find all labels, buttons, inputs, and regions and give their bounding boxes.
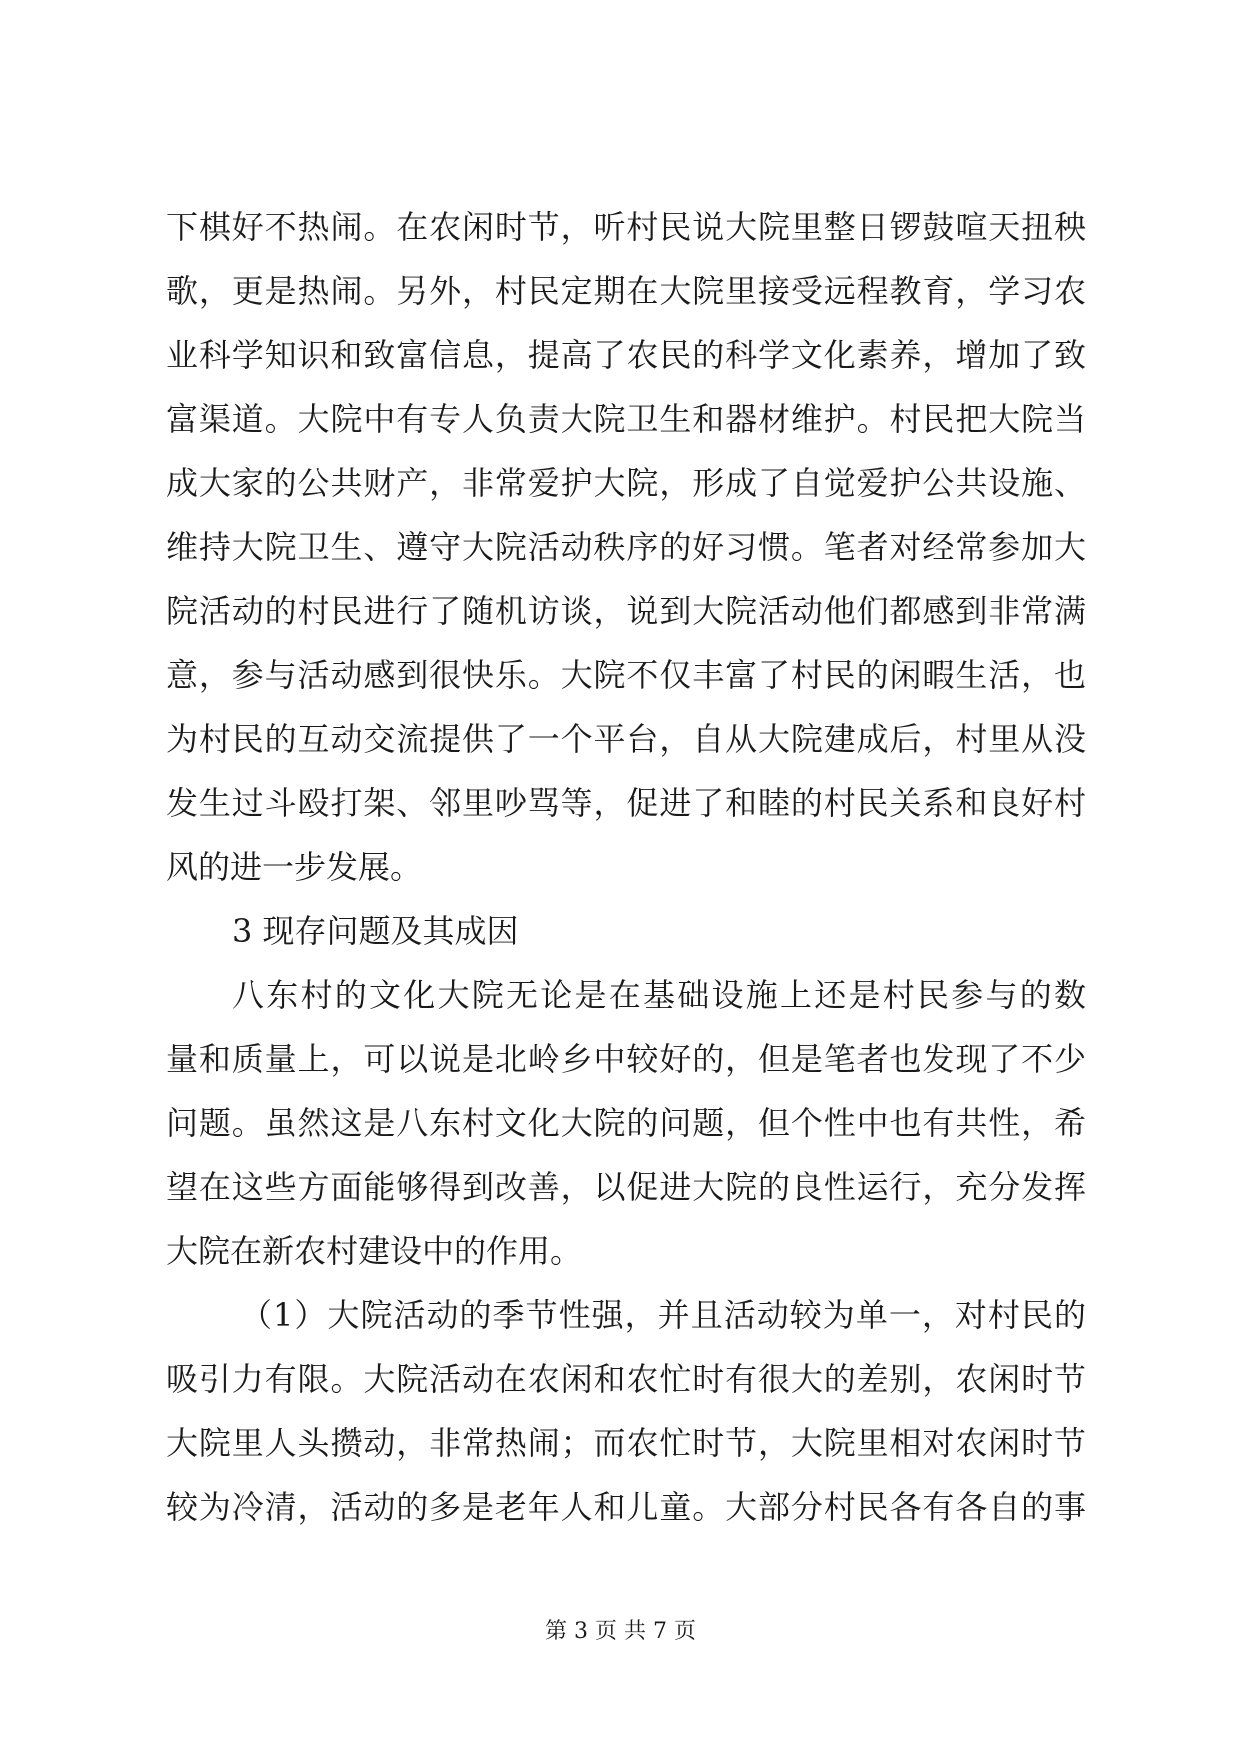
body-text-line: 成大家的公共财产，非常爱护大院，形成了自觉爱护公共设施、 — [166, 464, 1086, 502]
body-text-line: 大院在新农村建设中的作用。 — [166, 1232, 583, 1270]
body-text-line: （1）大院活动的季节性强，并且活动较为单一，对村民的 — [240, 1296, 1086, 1334]
body-text-line: 下棋好不热闹。在农闲时节，听村民说大院里整日锣鼓喧天扭秧 — [166, 208, 1086, 246]
body-text-line: 问题。虽然这是八东村文化大院的问题，但个性中也有共性，希 — [166, 1104, 1086, 1142]
body-text-line: 为村民的互动交流提供了一个平台，自从大院建成后，村里从没 — [166, 720, 1086, 758]
body-text-line: 院活动的村民进行了随机访谈，说到大院活动他们都感到非常满 — [166, 592, 1086, 630]
body-text-line: 大院里人头攒动，非常热闹；而农忙时节，大院里相对农闲时节 — [166, 1424, 1086, 1462]
body-text-line: 意，参与活动感到很快乐。大院不仅丰富了村民的闲暇生活，也 — [166, 656, 1086, 694]
body-text-line: 维持大院卫生、遵守大院活动秩序的好习惯。笔者对经常参加大 — [166, 528, 1086, 566]
body-text-line: 业科学知识和致富信息，提高了农民的科学文化素养，增加了致 — [166, 336, 1086, 374]
body-text-line: 较为冷清，活动的多是老年人和儿童。大部分村民各有各自的事 — [166, 1488, 1086, 1526]
body-text-line: 风的进一步发展。 — [166, 848, 423, 886]
body-text-line: 富渠道。大院中有专人负责大院卫生和器材维护。村民把大院当 — [166, 400, 1086, 438]
body-text-line: 量和质量上，可以说是北岭乡中较好的，但是笔者也发现了不少 — [166, 1040, 1086, 1078]
page-footer: 第 3 页 共 7 页 — [545, 1619, 696, 1644]
body-text-line: 望在这些方面能够得到改善，以促进大院的良性运行，充分发挥 — [166, 1168, 1086, 1206]
section-heading: 3 现存问题及其成因 — [232, 912, 519, 950]
body-text-line: 发生过斗殴打架、邻里吵骂等，促进了和睦的村民关系和良好村 — [166, 784, 1086, 822]
body-text-line: 八东村的文化大院无论是在基础设施上还是村民参与的数 — [232, 976, 1086, 1014]
body-text-line: 歌，更是热闹。另外，村民定期在大院里接受远程教育，学习农 — [166, 272, 1086, 310]
body-text-line: 吸引力有限。大院活动在农闲和农忙时有很大的差别，农闲时节 — [166, 1360, 1086, 1398]
